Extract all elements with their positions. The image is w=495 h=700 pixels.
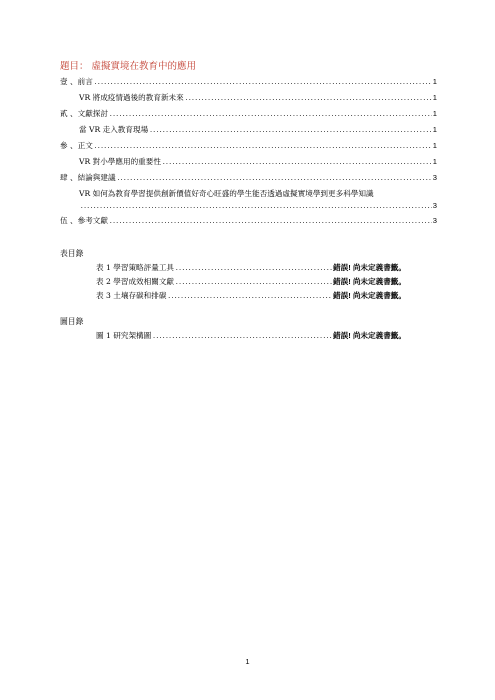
bookmark-error: 錯誤! 尚未定義書籤。 (333, 277, 406, 286)
toc-label: VR 將成疫情過後的教育新未來 (79, 93, 184, 102)
toc-page: 1 (432, 77, 437, 86)
dot-leader (175, 279, 332, 286)
dot-leader (80, 203, 432, 210)
toc-entry-conclusion[interactable] (60, 172, 437, 188)
dot-leader (117, 175, 432, 182)
table-entry-label: 表 3 土壤存碳和排碳 (96, 291, 167, 300)
dot-leader (152, 333, 332, 340)
bookmark-error: 錯誤! 尚未定義書籤。 (333, 263, 406, 272)
table-entry[interactable] (96, 276, 406, 290)
list-of-tables-heading: 表目錄 (60, 249, 84, 258)
dot-leader (109, 218, 432, 225)
bookmark-error: 錯誤! 尚未定義書籤。 (333, 331, 406, 340)
dot-leader (149, 127, 432, 134)
dot-leader (94, 79, 432, 86)
dot-leader (167, 293, 332, 300)
toc-entry-references[interactable] (60, 215, 437, 231)
list-of-figures-heading: 圖目錄 (60, 317, 84, 326)
dot-leader (175, 265, 332, 272)
toc-page: 1 (432, 141, 437, 150)
toc-page: 1 (432, 109, 437, 118)
toc-label: 壹 、前言 (60, 77, 93, 86)
bookmark-error: 錯誤! 尚未定義書籤。 (333, 291, 406, 300)
list-of-figures (96, 330, 406, 344)
dot-leader (162, 159, 432, 166)
page-number: 1 (245, 657, 250, 666)
figure-entry-label: 圖 1 研究架構圖 (96, 331, 152, 340)
list-of-tables (96, 262, 406, 304)
toc-entry-vr-elementary[interactable] (60, 156, 437, 172)
toc-entry-vr-innovation[interactable] (60, 188, 437, 215)
toc-label: VR 如何為教育學習提供創新價值好奇心旺盛的學生能否透過虛擬實境學到更多科學知識 (79, 189, 374, 198)
dot-leader (109, 111, 432, 118)
toc-label: 當 VR 走入教育現場 (79, 125, 149, 134)
toc-page: 3 (432, 201, 437, 210)
toc-entry-preface[interactable] (60, 76, 437, 92)
table-entry[interactable] (96, 290, 406, 304)
dot-leader (185, 95, 432, 102)
document-title: 題目： 虛擬實境在教育中的應用 (60, 61, 197, 72)
toc-entry-vr-future[interactable] (60, 92, 437, 108)
figure-entry[interactable] (96, 330, 406, 344)
toc-page: 3 (432, 216, 437, 225)
table-entry-label: 表 2 學習成效相關文獻 (96, 277, 175, 286)
toc-label: VR 對小學應用的重要性 (79, 157, 161, 166)
table-entry[interactable] (96, 262, 406, 276)
toc-entry-literature[interactable] (60, 108, 437, 124)
dot-leader (94, 143, 432, 150)
toc-label: 參 、正文 (60, 141, 93, 150)
toc-page: 1 (432, 157, 437, 166)
toc-page: 3 (432, 173, 437, 182)
toc-page: 1 (432, 125, 437, 134)
table-of-contents (60, 76, 437, 231)
table-entry-label: 表 1 學習策略評量工具 (96, 263, 175, 272)
toc-label: 伍 、參考文獻 (60, 216, 108, 225)
toc-entry-vr-classroom[interactable] (60, 124, 437, 140)
toc-label: 肆 、結論與建議 (60, 173, 116, 182)
toc-page: 1 (432, 93, 437, 102)
toc-label: 貳 、文獻探討 (60, 109, 108, 118)
toc-entry-main-text[interactable] (60, 140, 437, 156)
